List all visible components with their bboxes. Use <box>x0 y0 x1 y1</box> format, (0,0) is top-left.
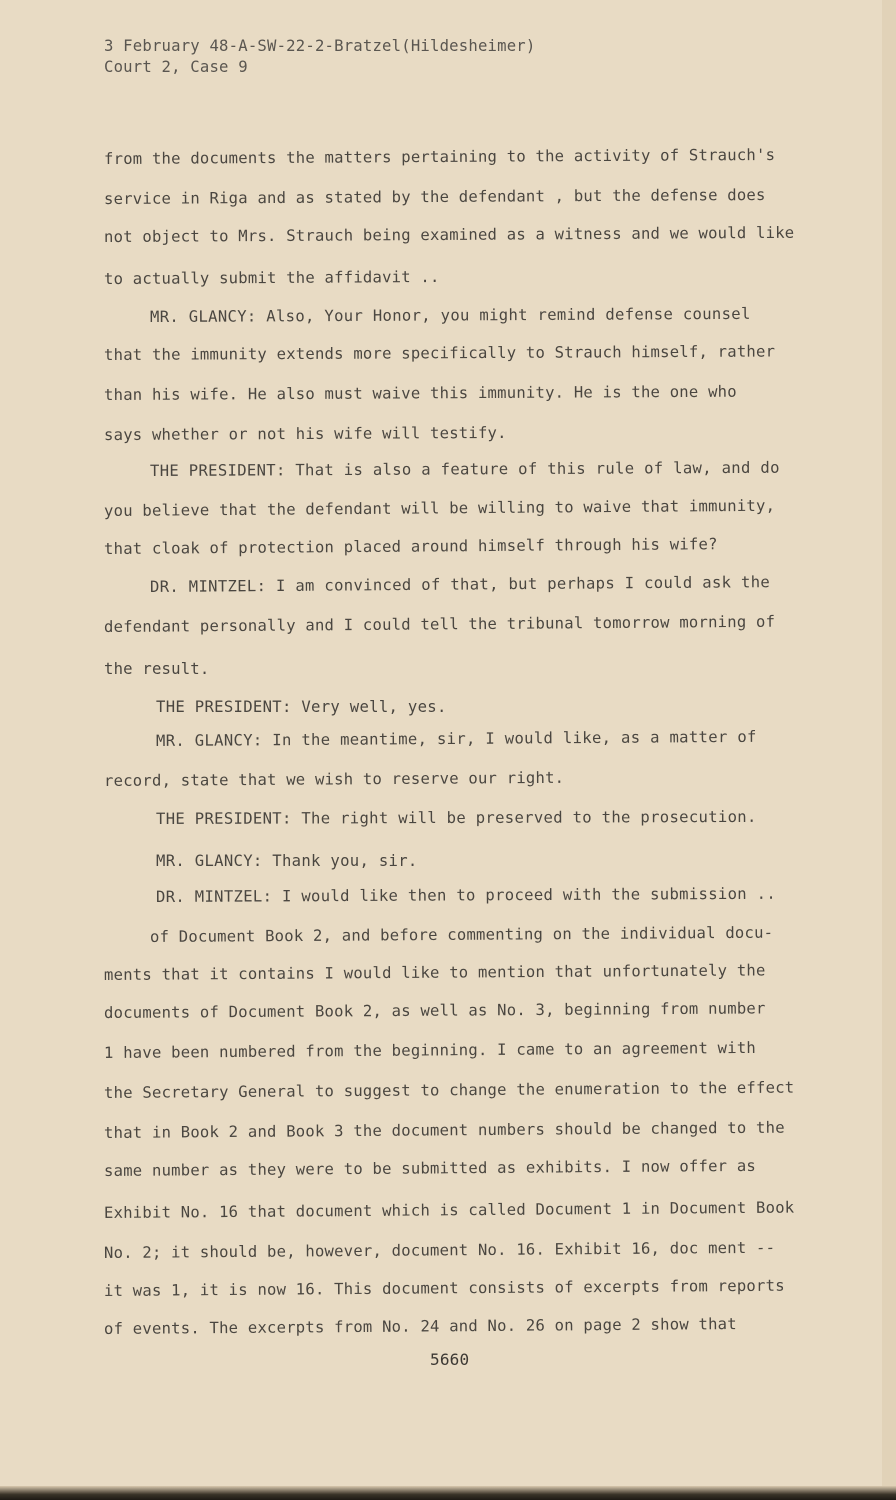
transcript-line: the result. <box>104 660 210 678</box>
page-header <box>104 36 535 78</box>
transcript-line: No. 2; it should be, however, document No. 16. Exhibit 16, doc ment -- <box>103 1238 776 1262</box>
transcript-line: that the immunity extends more specifically to Strauch himself, rather <box>103 342 776 364</box>
page-edge-right <box>882 0 896 1500</box>
transcript-line: documents of Document Book 2, as well as No. 3, beginning from number <box>103 999 766 1022</box>
transcript-line: from the documents the matters pertaining to the activity of Strauch's <box>103 145 776 168</box>
transcript-line: that in Book 2 and Book 3 the document numbers should be changed to the <box>103 1118 785 1142</box>
transcript-line: defendant personally and I could tell the tribunal tomorrow morning of <box>103 612 776 636</box>
transcript-line-speaker-glancy: MR. GLANCY: Also, Your Honor, you might remind defense counsel <box>149 304 751 326</box>
transcript-line: than his wife. He also must waive this immunity. He is the one who <box>103 382 737 404</box>
header-line-date-reference: 3 February 48-A-SW-22-2-Bratzel(Hildesheimer) <box>104 37 536 55</box>
transcript-line: you believe that the defendant will be willing to waive that immunity, <box>103 496 776 520</box>
transcript-line: of Document Book 2, and before commenting on the individual docu- <box>149 923 774 946</box>
transcript-line: it was 1, it is now 16. This document consists of excerpts from reports <box>103 1276 785 1300</box>
transcript-line-speaker-mintzel: DR. MINTZEL: I am convinced of that, but perhaps I could ask the <box>149 573 771 596</box>
transcript-line-speaker-glancy: MR. GLANCY: Thank you, sir. <box>156 852 418 870</box>
transcript-line: 1 have been numbered from the beginning. I came to an agreement with <box>103 1038 757 1062</box>
transcript-line-speaker-president: THE PRESIDENT: The right will be preserved to the prosecution. <box>155 807 757 828</box>
page-edge-bottom <box>0 1486 896 1500</box>
transcript-line: says whether or not his wife will testify. <box>103 423 507 444</box>
transcript-line-speaker-mintzel: DR. MINTZEL: I would like then to proceed with the submission .. <box>155 884 777 906</box>
transcript-line: Exhibit No. 16 that document which is called Document 1 in Document Book <box>103 1198 795 1222</box>
transcript-line: ments that it contains I would like to mention that unfortunately the <box>103 961 766 984</box>
page-number: 5660 <box>430 1350 470 1369</box>
transcript-line: same number as they were to be submitted as exhibits. I now offer as <box>103 1156 757 1180</box>
transcript-line-speaker-glancy: MR. GLANCY: In the meantime, sir, I would like, as a matter of <box>155 727 757 750</box>
transcript-line: that cloak of protection placed around himself through his wife? <box>103 535 718 558</box>
header-line-court-case: Court 2, Case 9 <box>104 58 248 76</box>
transcript-line: service in Riga and as stated by the defendant , but the defense does <box>103 185 766 208</box>
transcript-line-speaker-president: THE PRESIDENT: That is also a feature of this rule of law, and do <box>149 458 780 480</box>
transcript-line: not object to Mrs. Strauch being examined as a witness and we would like <box>103 223 795 246</box>
transcript-line: to actually submit the affidavit .. <box>103 267 440 288</box>
transcript-line: the Secretary General to suggest to change the enumeration to the effect <box>103 1078 795 1102</box>
transcript-line: of events. The excerpts from No. 24 and No. 26 on page 2 show that <box>103 1315 737 1338</box>
transcript-line: record, state that we wish to reserve our right. <box>103 768 565 790</box>
transcript-line-speaker-president: THE PRESIDENT: Very well, yes. <box>156 698 447 716</box>
